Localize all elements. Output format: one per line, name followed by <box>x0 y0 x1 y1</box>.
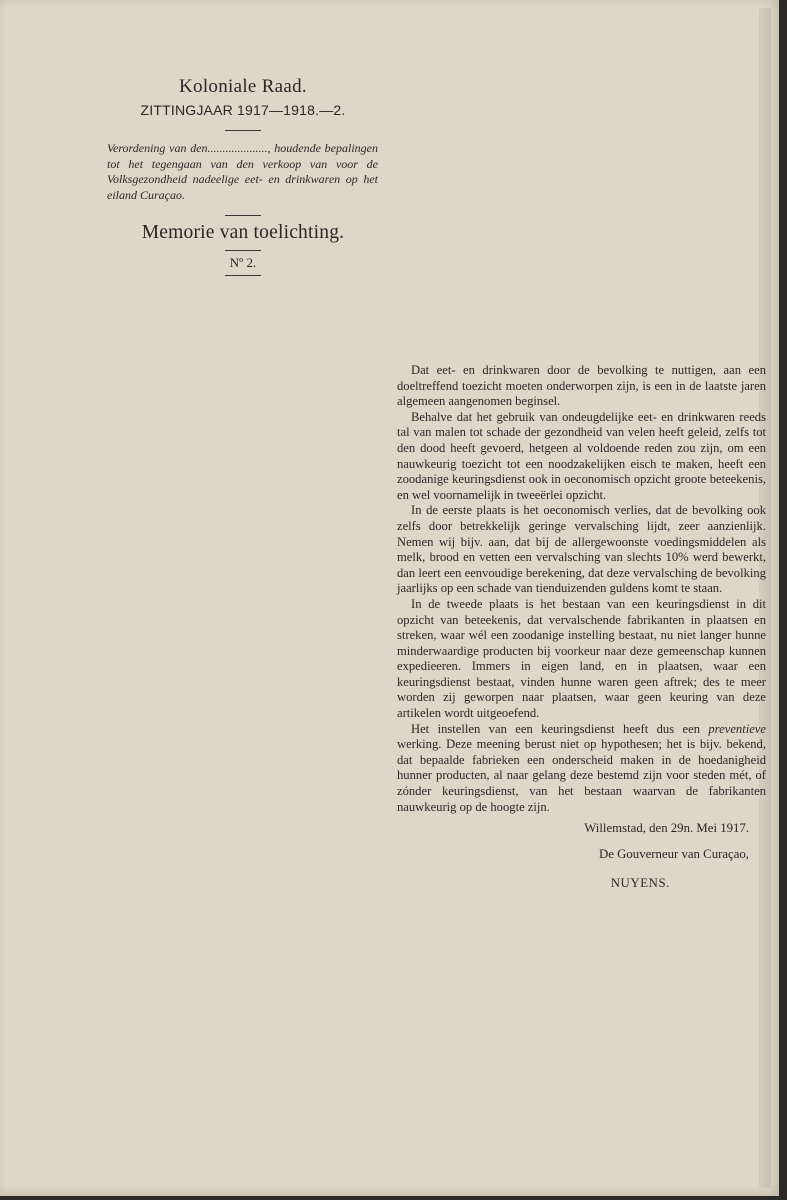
divider <box>225 130 261 131</box>
document-header <box>96 75 390 276</box>
session-year: ZITTINGJAAR 1917—1918.—2. <box>140 102 346 118</box>
divider <box>225 275 261 276</box>
council-title: Koloniale Raad. <box>179 76 307 97</box>
paragraph-4: In de tweede plaats is het bestaan van een keuringsdienst in dit opzicht van beteekenis, dat vervalschende fabrikanten in plaatsen en streken, waar wél een zoodanige instelling bestaat, nu niet langer hunne minderwaardige producten bij voorkeur naar deze gemeenschap kunnen expedieeren. Immers in eigen land, en in plaatsen, waar een keuringsdienst bestaat, vinden hunne waren geen aftrek; des te meer worden zij geworpen naar plaatsen, waar geen keuring van deze artikelen wordt uitgeoefend. <box>397 596 766 721</box>
governor-title: De Gouverneur van Curaçao, <box>599 847 749 861</box>
emphasis-preventive: preventieve <box>708 721 766 736</box>
explanatory-text <box>397 363 766 815</box>
paragraph-5-start: Het instellen van een keuringsdienst heeft dus een <box>411 721 709 736</box>
paragraph-2: Behalve dat het gebruik van ondeugdelijke eet- en drinkwaren reeds tal van malen tot schade der gezondheid van velen heeft geleid, zelfs tot den dood heeft gevoerd, hetgeen al voldoende reden zou zijn, om een nauwkeurig toezicht tot een noodzakelijken eisch te maken, heeft een zoodanige keuringsdienst ook in oeconomisch opzicht groote beteekenis, en wel voornamelijk in tweeërlei opzicht. <box>397 409 766 502</box>
place-date: Willemstad, den 29n. Mei 1917. <box>584 821 749 835</box>
paragraph-5 <box>397 722 766 816</box>
paragraph-5-end: werking. Deze meening berust niet op hypothesen; het is bijv. bekend, dat bepaalde fabrieken een onderscheid maken in de hoedanigheid hunner producten, al naar gelang deze bestemd zijn voor steden mét, of zónder keuringsdienst, van het bestaan waarvan de fabrikanten nauwkeurig op de hoogte zijn. <box>397 737 766 814</box>
signature-name: NUYENS. <box>610 876 670 890</box>
divider <box>225 215 261 216</box>
paragraph-1: Dat eet- en drinkwaren door de bevolking te nuttigen, aan een doeltreffend toezicht moeten onderworpen zijn, is een in de laatste jaren algemeen aangenomen beginsel. <box>397 363 766 409</box>
document-number: Nº 2. <box>229 255 257 270</box>
paragraph-3: In de eerste plaats is het oeconomisch verlies, dat de bevolking ook zelfs door betrekkelijk geringe vervalsching lijdt, zeer aanzienlijk. Nemen wij bijv. aan, dat bij de allergewoonste voedingsmiddelen als melk, brood en vetten een vervalsching van slechts 10% werd bewerkt, dan leert een eenvoudige berekening, dat deze vervalsching de bevolking jaarlijks op een schade van tienduizenden guldens komt te staan. <box>397 503 766 596</box>
divider <box>225 250 261 251</box>
memorie-heading: Memorie van toelichting. <box>141 222 345 243</box>
ordinance-description: Verordening van den...................., houdende bepalingen tot het tegengaan van den verkoop van voor de Volksgezondheid nadeelige eet- en drinkwaren op het eiland Curaçao. <box>107 141 378 202</box>
